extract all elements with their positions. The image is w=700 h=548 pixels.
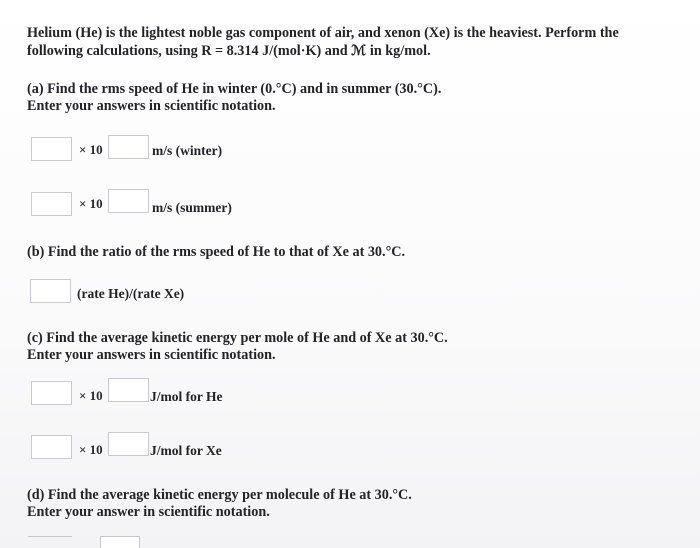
speed-ratio-input[interactable] bbox=[30, 279, 71, 303]
summer-unit-label: m/s (summer) bbox=[152, 200, 232, 215]
molecule-energy-exponent-input[interactable] bbox=[100, 536, 140, 548]
times-ten-label: × 10 bbox=[79, 442, 103, 457]
times-ten-label: × 10 bbox=[79, 388, 103, 403]
he-energy-exponent-input[interactable] bbox=[108, 378, 149, 402]
winter-exponent-input[interactable] bbox=[108, 135, 149, 159]
part-a-question: (a) Find the rms speed of He in winter (0.°C) and in summer (30.°C). bbox=[27, 81, 442, 97]
part-c-question: (c) Find the average kinetic energy per mole of He and of Xe at 30.°C. bbox=[27, 330, 448, 346]
winter-unit-label: m/s (winter) bbox=[152, 143, 223, 158]
xe-energy-unit-label: J/mol for Xe bbox=[150, 443, 222, 458]
part-a-instruction: Enter your answers in scientific notation. bbox=[27, 98, 276, 114]
part-b-question: (b) Find the ratio of the rms speed of He to that of Xe at 30.°C. bbox=[27, 244, 406, 260]
he-energy-unit-label: J/mol for He bbox=[150, 389, 223, 404]
intro-line-1: Helium (He) is the lightest noble gas component of air, and xenon (Xe) is the heaviest. Perform the bbox=[27, 25, 619, 41]
summer-coefficient-input[interactable] bbox=[31, 192, 72, 216]
part-c-instruction: Enter your answers in scientific notation. bbox=[27, 347, 276, 363]
winter-coefficient-input[interactable] bbox=[31, 137, 72, 161]
he-energy-coefficient-input[interactable] bbox=[31, 381, 72, 405]
ratio-unit-label: (rate He)/(rate Xe) bbox=[77, 286, 185, 301]
molecule-energy-coefficient-input[interactable] bbox=[28, 536, 72, 537]
times-ten-label: × 10 bbox=[79, 142, 103, 157]
xe-energy-exponent-input[interactable] bbox=[108, 432, 149, 456]
part-d-question: (d) Find the average kinetic energy per molecule of He at 30.°C. bbox=[27, 487, 412, 503]
xe-energy-coefficient-input[interactable] bbox=[31, 435, 72, 459]
intro-line-2: following calculations, using R = 8.314 J/(mol·K) and ℳ in kg/mol. bbox=[27, 43, 431, 59]
summer-exponent-input[interactable] bbox=[108, 189, 149, 213]
times-ten-label: × 10 bbox=[79, 196, 103, 211]
part-d-instruction: Enter your answer in scientific notation. bbox=[27, 504, 270, 520]
